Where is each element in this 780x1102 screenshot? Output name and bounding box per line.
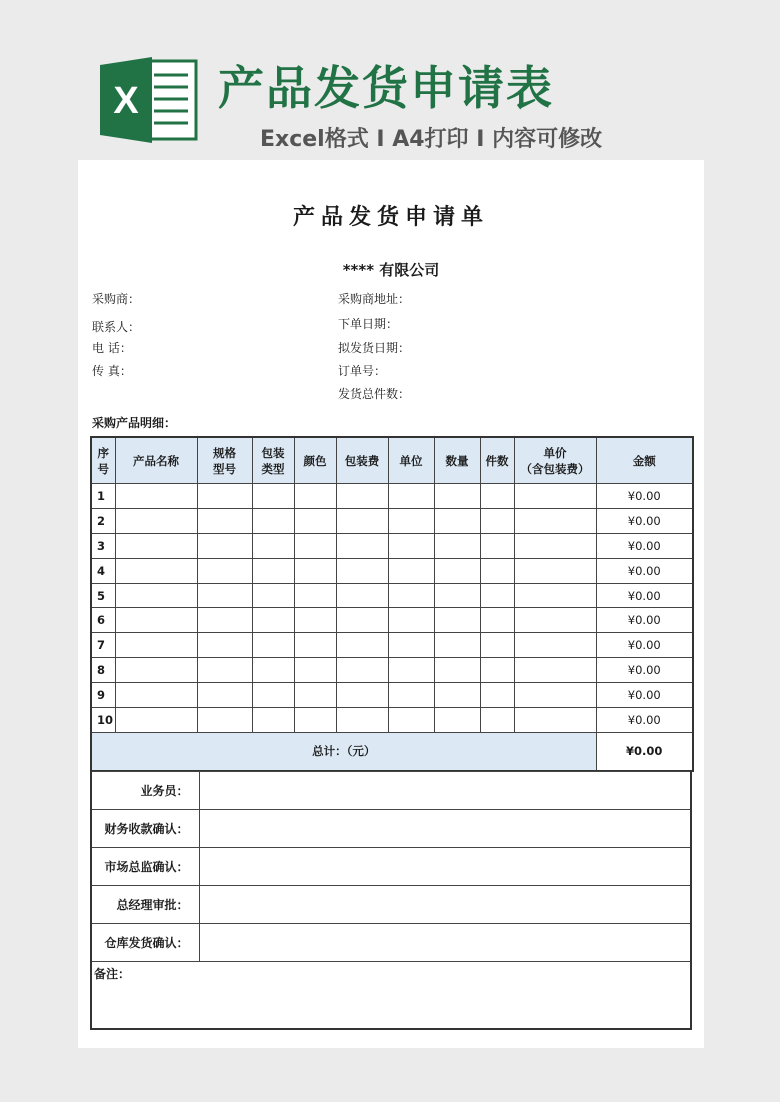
buyer-address-label: 采购商地址： (338, 292, 411, 306)
cell[interactable] (434, 508, 480, 533)
cell[interactable] (388, 608, 434, 633)
cell[interactable] (294, 708, 336, 733)
cell[interactable] (480, 484, 514, 509)
cell[interactable] (514, 583, 596, 608)
row-amount: ¥0.00 (596, 683, 693, 708)
cell[interactable] (197, 658, 252, 683)
row-number: 3 (91, 533, 115, 558)
cell[interactable] (294, 533, 336, 558)
cell[interactable] (388, 658, 434, 683)
company-name: **** 有限公司 (342, 261, 440, 279)
cell[interactable] (388, 484, 434, 509)
notes-label[interactable]: 备注： (91, 962, 691, 1030)
signoff-row (91, 810, 691, 848)
col-amount: 金额 (596, 437, 693, 484)
row-number: 4 (91, 558, 115, 583)
cell[interactable] (294, 484, 336, 509)
total-pieces-label: 发货总件数： (338, 387, 411, 401)
marketing-director-label: 市场总监确认： (91, 848, 199, 886)
row-number: 8 (91, 658, 115, 683)
cell[interactable] (480, 558, 514, 583)
table-row (91, 558, 693, 583)
cell[interactable] (197, 633, 252, 658)
cell[interactable] (294, 558, 336, 583)
cell[interactable] (294, 633, 336, 658)
cell[interactable] (514, 484, 596, 509)
row-amount: ¥0.00 (596, 484, 693, 509)
cell[interactable] (434, 708, 480, 733)
col-seq: 序 号 (91, 437, 115, 484)
cell[interactable] (336, 683, 388, 708)
cell[interactable] (514, 683, 596, 708)
cell[interactable] (252, 533, 294, 558)
buyer-label: 采购商： (92, 292, 141, 306)
cell[interactable] (514, 633, 596, 658)
signoff-row (91, 886, 691, 924)
col-pack-type: 包装 类型 (252, 437, 294, 484)
cell[interactable] (197, 708, 252, 733)
cell[interactable] (336, 608, 388, 633)
table-row (91, 633, 693, 658)
phone-label: 电 话： (92, 341, 132, 355)
cell[interactable] (197, 533, 252, 558)
col-pack-fee: 包装费 (336, 437, 388, 484)
cell[interactable] (115, 583, 197, 608)
cell[interactable] (336, 533, 388, 558)
cell[interactable] (480, 683, 514, 708)
ship-date-label: 拟发货日期： (338, 341, 411, 355)
col-color: 颜色 (294, 437, 336, 484)
product-table (90, 436, 694, 772)
cell[interactable] (294, 608, 336, 633)
logo-letter: X (113, 80, 139, 122)
table-row (91, 658, 693, 683)
cell[interactable] (252, 633, 294, 658)
cell[interactable] (294, 683, 336, 708)
cell[interactable] (336, 484, 388, 509)
cell[interactable] (514, 533, 596, 558)
cell[interactable] (252, 583, 294, 608)
row-number: 10 (91, 708, 115, 733)
row-number: 2 (91, 508, 115, 533)
cell[interactable] (434, 608, 480, 633)
row-amount: ¥0.00 (596, 708, 693, 733)
general-manager-label: 总经理审批： (91, 886, 199, 924)
cell[interactable] (252, 508, 294, 533)
cell[interactable] (434, 658, 480, 683)
cell[interactable] (434, 633, 480, 658)
finance-confirm-field[interactable] (199, 810, 691, 848)
general-manager-field[interactable] (199, 886, 691, 924)
row-number: 6 (91, 608, 115, 633)
row-amount: ¥0.00 (596, 508, 693, 533)
order-date-label: 下单日期： (338, 317, 399, 331)
row-amount: ¥0.00 (596, 658, 693, 683)
cell[interactable] (480, 708, 514, 733)
cell[interactable] (115, 533, 197, 558)
finance-confirm-label: 财务收款确认： (91, 810, 199, 848)
table-row (91, 608, 693, 633)
section-label: 采购产品明细： (92, 416, 177, 430)
cell[interactable] (252, 708, 294, 733)
contact-label: 联系人： (92, 320, 141, 334)
cell[interactable] (336, 508, 388, 533)
cell[interactable] (480, 608, 514, 633)
cell[interactable] (197, 683, 252, 708)
col-unit: 单位 (388, 437, 434, 484)
cell[interactable] (252, 608, 294, 633)
cell[interactable] (115, 484, 197, 509)
cell[interactable] (514, 658, 596, 683)
cell[interactable] (514, 608, 596, 633)
cell[interactable] (197, 583, 252, 608)
cell[interactable] (388, 583, 434, 608)
cell[interactable] (434, 558, 480, 583)
cell[interactable] (294, 508, 336, 533)
col-quantity: 数量 (434, 437, 480, 484)
cell[interactable] (197, 508, 252, 533)
cell[interactable] (388, 533, 434, 558)
cell[interactable] (197, 558, 252, 583)
marketing-director-field[interactable] (199, 848, 691, 886)
fax-label: 传 真： (92, 364, 132, 378)
row-number: 7 (91, 633, 115, 658)
salesperson-label: 业务员： (91, 772, 199, 810)
row-number: 5 (91, 583, 115, 608)
excel-icon (100, 55, 200, 145)
signoff-table (90, 771, 692, 1030)
cell[interactable] (115, 633, 197, 658)
cell[interactable] (480, 658, 514, 683)
warehouse-confirm-field[interactable] (199, 924, 691, 962)
signoff-row (91, 772, 691, 810)
total-amount: ¥0.00 (596, 732, 693, 771)
cell[interactable] (388, 708, 434, 733)
cell[interactable] (434, 484, 480, 509)
row-amount: ¥0.00 (596, 558, 693, 583)
row-amount: ¥0.00 (596, 608, 693, 633)
table-row (91, 583, 693, 608)
row-amount: ¥0.00 (596, 533, 693, 558)
cell[interactable] (252, 484, 294, 509)
table-header-row (91, 437, 693, 484)
cell[interactable] (434, 533, 480, 558)
cell[interactable] (252, 558, 294, 583)
cell[interactable] (480, 633, 514, 658)
document-sheet (78, 160, 704, 1048)
cell[interactable] (336, 658, 388, 683)
cell[interactable] (336, 708, 388, 733)
cell[interactable] (514, 508, 596, 533)
promo-header (0, 0, 780, 160)
table-row (91, 533, 693, 558)
cell[interactable] (115, 608, 197, 633)
salesperson-field[interactable] (199, 772, 691, 810)
cell[interactable] (294, 583, 336, 608)
cell[interactable] (115, 508, 197, 533)
cell[interactable] (388, 508, 434, 533)
cell[interactable] (115, 683, 197, 708)
row-number: 1 (91, 484, 115, 509)
page-subtitle: Excel格式 I A4打印 I 内容可修改 (260, 127, 603, 152)
table-row (91, 683, 693, 708)
cell[interactable] (434, 683, 480, 708)
cell[interactable] (514, 558, 596, 583)
table-row (91, 508, 693, 533)
cell[interactable] (480, 533, 514, 558)
cell[interactable] (252, 683, 294, 708)
notes-row (91, 962, 691, 1030)
total-label: 总计：（元） (91, 732, 596, 771)
total-row (91, 732, 693, 771)
table-row (91, 484, 693, 509)
col-unit-price: 单价 （含包装费） (514, 437, 596, 484)
document-title: 产品发货申请单 (292, 205, 489, 230)
page-title: 产品发货申请表 (218, 61, 554, 115)
cell[interactable] (388, 558, 434, 583)
col-pieces: 件数 (480, 437, 514, 484)
row-amount: ¥0.00 (596, 633, 693, 658)
signoff-row (91, 924, 691, 962)
cell[interactable] (336, 583, 388, 608)
order-number-label: 订单号： (338, 364, 387, 378)
cell[interactable] (434, 583, 480, 608)
cell[interactable] (388, 683, 434, 708)
cell[interactable] (388, 633, 434, 658)
col-spec: 规格 型号 (197, 437, 252, 484)
table-row (91, 708, 693, 733)
cell[interactable] (480, 583, 514, 608)
signoff-row (91, 848, 691, 886)
cell[interactable] (252, 658, 294, 683)
cell[interactable] (336, 633, 388, 658)
cell[interactable] (336, 558, 388, 583)
row-number: 9 (91, 683, 115, 708)
cell[interactable] (294, 658, 336, 683)
cell[interactable] (197, 484, 252, 509)
row-amount: ¥0.00 (596, 583, 693, 608)
cell[interactable] (514, 708, 596, 733)
cell[interactable] (480, 508, 514, 533)
cell[interactable] (115, 658, 197, 683)
warehouse-confirm-label: 仓库发货确认： (91, 924, 199, 962)
col-product-name: 产品名称 (115, 437, 197, 484)
cell[interactable] (115, 708, 197, 733)
cell[interactable] (115, 558, 197, 583)
cell[interactable] (197, 608, 252, 633)
